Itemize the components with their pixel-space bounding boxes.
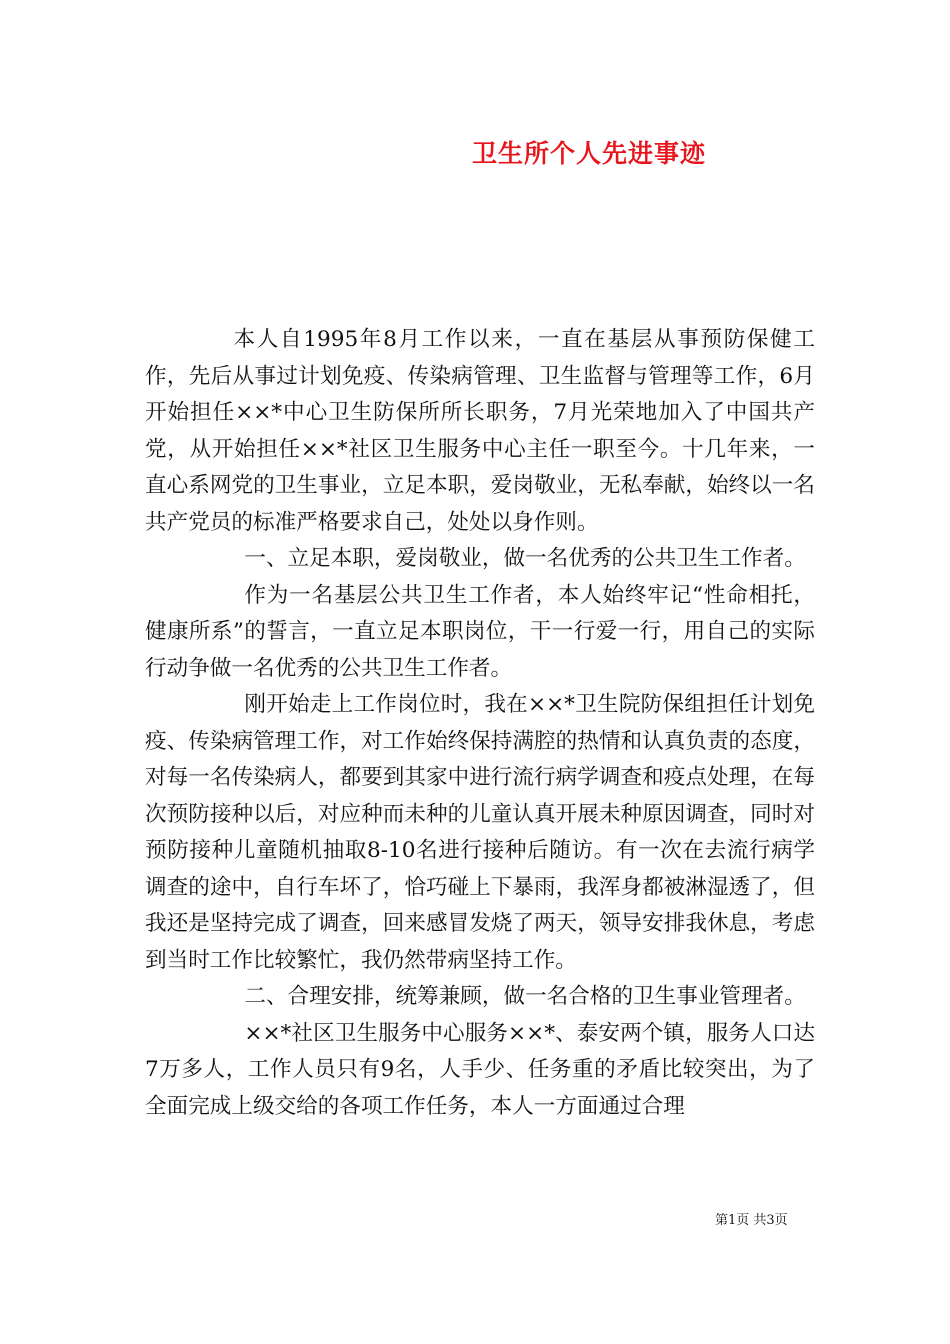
paragraph-section-1-intro: 作为一名基层公共卫生工作者，本人始终牢记“性命相托，健康所系”的誓言，一直立足本职岗位，干一行爱一行，用自己的实际行动争做一名优秀的公共卫生工作者。 [145,582,815,681]
paragraph-section-2-intro: ××*社区卫生服务中心服务××*、泰安两个镇，服务人口达7万多人，工作人员只有9名，人手少、任务重的矛盾比较突出，为了全面完成上级交给的各项工作任务，本人一方面通过合理 [145,1020,815,1119]
paragraph-section-1-story: 刚开始走上工作岗位时，我在××*卫生院防保组担任计划免疫、传染病管理工作，对工作始终保持满腔的热情和认真负责的态度，对每一名传染病人，都要到其家中进行流行病学调查和疫点处理，在每次预防接种以后，对应种而未种的儿童认真开展未种原因调查，同时对预防接种儿童随机抽取8-10名进行接种后随访。有一次在去流行病学调查的途中，自行车坏了，恰巧碰上下暴雨，我浑身都被淋湿透了，但我还是坚持完成了调查，回来感冒发烧了两天，领导安排我休息，考虑到当时工作比较繁忙，我仍然带病坚持工作。 [145,692,815,973]
document-title: 卫生所个人先进事迹 [472,139,707,168]
page-number: 第1页 共3页 [715,1213,788,1228]
section-heading-2: 二、合理安排，统筹兼顾，做一名合格的卫生事业管理者。 [244,984,806,1009]
document-body [145,322,815,1125]
paragraph-intro: 本人自1995年8月工作以来，一直在基层从事预防保健工作，先后从事过计划免疫、传染病管理、卫生监督与管理等工作，6月开始担任××*中心卫生防保所所长职务，7月光荣地加入了中国共产党，从开始担任××*社区卫生服务中心主任一职至今。十几年来，一直心系网党的卫生事业，立足本职，爱岗敬业，无私奉献，始终以一名共产党员的标准严格要求自己，处处以身作则。 [145,327,815,535]
section-heading-1: 一、立足本职，爱岗敬业，做一名优秀的公共卫生工作者。 [244,546,806,571]
